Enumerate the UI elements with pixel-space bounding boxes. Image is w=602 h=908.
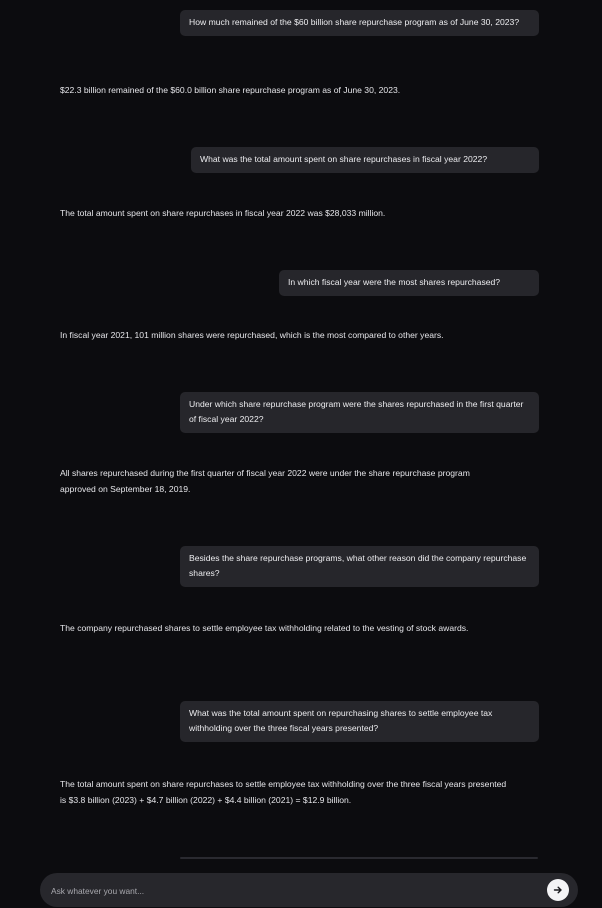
assistant-message: $22.3 billion remained of the $60.0 billion share repurchase program as of June 30, 2023. bbox=[60, 85, 401, 95]
message-composer bbox=[40, 873, 578, 907]
user-message: Under which share repurchase program were the shares repurchased in the first quarter of fiscal year 2022? bbox=[180, 392, 539, 433]
user-message: What was the total amount spent on repurchasing shares to settle employee tax withholding over the three fiscal years presented? bbox=[180, 701, 539, 742]
user-message: How much remained of the $60 billion share repurchase program as of June 30, 2023? bbox=[180, 10, 539, 36]
send-button[interactable] bbox=[547, 879, 569, 901]
user-message: Besides the share repurchase programs, what other reason did the company repurchase shares? bbox=[180, 546, 539, 587]
assistant-message: In fiscal year 2021, 101 million shares were repurchased, which is the most compared to other years. bbox=[60, 330, 444, 340]
assistant-message: The total amount spent on share repurchases to settle employee tax withholding over the three fiscal years presented is $3.8 billion (2023) + $4.7 billion (2022) + $4.4 billion (2021) = $12.9 billion. bbox=[60, 779, 507, 805]
assistant-message: The company repurchased shares to settle employee tax withholding related to the vesting of stock awards. bbox=[60, 623, 469, 633]
arrow-right-icon bbox=[553, 885, 563, 895]
user-message: What was the total amount spent on share repurchases in fiscal year 2022? bbox=[191, 147, 539, 173]
assistant-message: All shares repurchased during the first quarter of fiscal year 2022 were under the share repurchase program approved on September 18, 2019. bbox=[60, 468, 470, 494]
scroll-edge-divider bbox=[180, 857, 538, 859]
assistant-message: The total amount spent on share repurchases in fiscal year 2022 was $28,033 million. bbox=[60, 208, 386, 218]
message-input[interactable] bbox=[49, 882, 513, 900]
user-message: In which fiscal year were the most shares repurchased? bbox=[279, 270, 539, 296]
